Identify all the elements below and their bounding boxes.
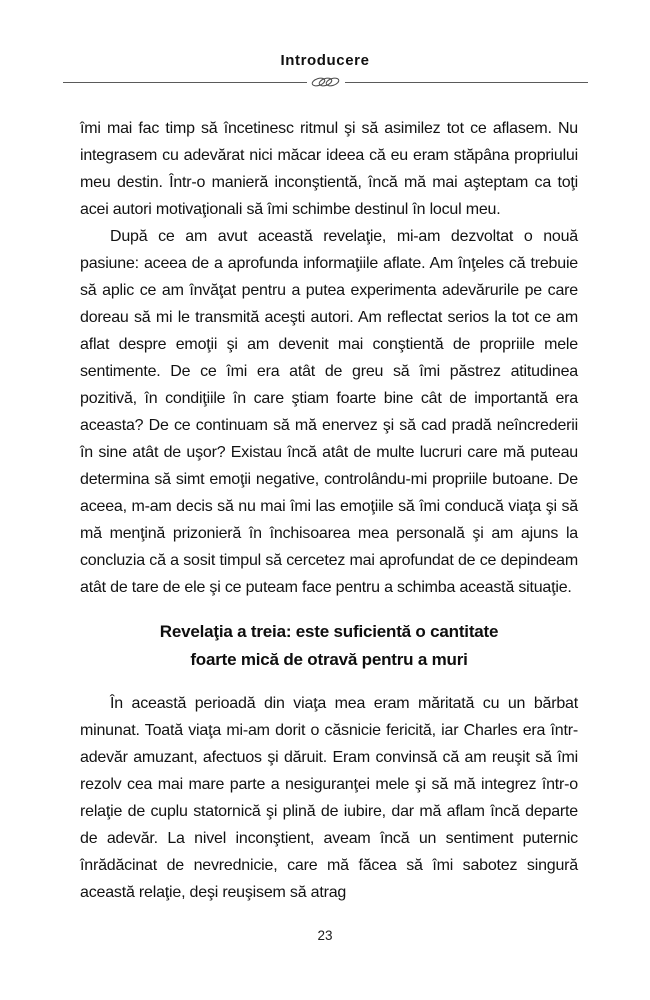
paragraph-continuation: îmi mai fac timp să încetinesc ritmul şi să asimilez tot ce aflasem. Nu integrasem cu adevărat nici măcar ideea că eu eram stăpâna propriului meu destin. Într-o manieră inconştientă, încă mă mai aşteptam ca toţi acei autori motivaţionali să îmi schimbe destinul în locul meu. (80, 120, 578, 218)
section-heading (80, 618, 578, 674)
paragraph: După ce am avut această revelaţie, mi-am dezvoltat o nouă pasiune: aceea de a aprofunda informaţiile aflate. Am înţeles că trebuie să aplic ce am învăţat pentru a putea experimenta adevărurile pe care doreau să mi le transmită aceşti autori. Am reflectat serios la tot ce am aflat despre emoţii şi am devenit mai conştientă de propriile mele sentimente. De ce îmi era atât de greu să îmi păstrez atitudinea pozitivă, în condiţiile în care ştiam foarte bine cât de importantă era aceasta? De ce continuam să mă enervez şi să cad pradă neîncrederii în sine atât de uşor? Existau încă atât de multe lucruri care mă puteau determina să simt emoţii negative, controlându-mi propriile butoane. De aceea, m-am decis să nu mai îmi las emoţiile să îmi conducă viaţa şi să mă menţină prizonieră în închisoarea mea personală şi am ajuns la concluzia că a sosit timpul să cercetez mai aprofundat de ce depindeam atât de tare de ele şi ce puteam face pentru a schimba această situaţie. (80, 228, 578, 596)
section-heading-line-1: Revelaţia a treia: este suficientă o cantitate (159, 622, 499, 641)
section-heading-line-2: foarte mică de otravă pentru a muri (190, 650, 468, 669)
chapter-title: Introducere (280, 52, 370, 69)
divider-line-left (63, 82, 307, 83)
header-divider (63, 76, 588, 88)
rope-ornament-icon (308, 76, 344, 88)
paragraph: În această perioadă din viaţa mea eram măritată cu un bărbat minunat. Toată viaţa mi-am dorit o căsnicie fericită, iar Charles era într-adevăr amuzant, afectuos şi dăruit. Eram convinsă că am reuşit să îmi rezolv cea mai mare parte a nesiguranţei mele şi să mă integrez într-o relaţie de cuplu statornică şi plină de iubire, dar mă aflam încă departe de adevăr. La nivel inconştient, aveam încă un sentiment puternic înrădăcinat de nevrednicie, care mă făcea să îmi sabotez singură această relaţie, deşi reuşisem să atrag (80, 695, 578, 901)
running-head (0, 0, 650, 88)
page-number: 23 (317, 928, 333, 943)
divider-line-right (345, 82, 589, 83)
page-body (80, 115, 578, 906)
